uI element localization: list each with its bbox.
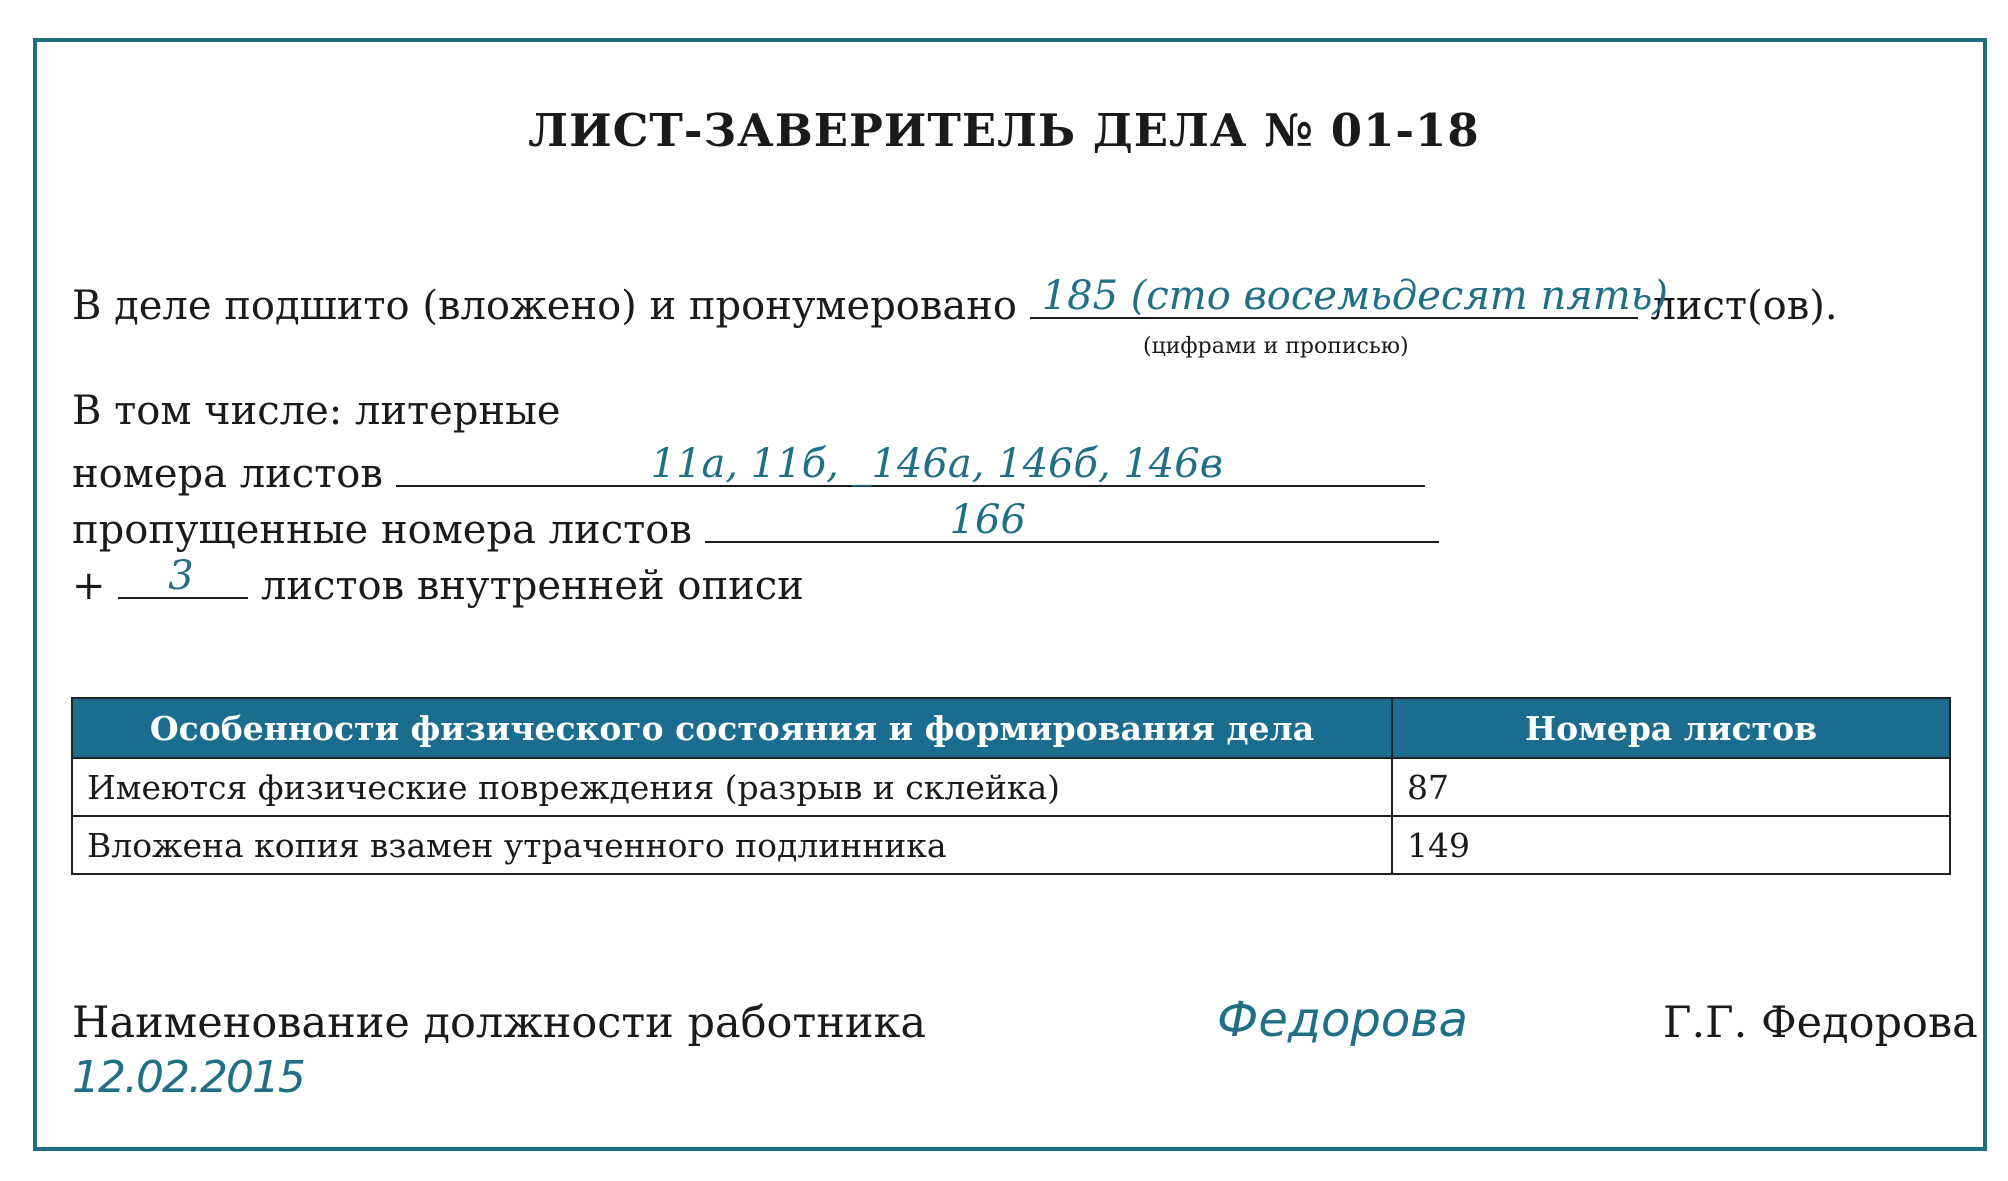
missing-numbers-line bbox=[72, 499, 1439, 553]
table-header-sheet-numbers: Номера листов bbox=[1392, 698, 1950, 758]
condition-table bbox=[71, 697, 1951, 875]
sheets-count-prefix: В деле подшито (вложено) и пронумеровано bbox=[72, 283, 1017, 329]
table-cell-condition: Имеются физические повреждения (разрыв и склейка) bbox=[72, 758, 1392, 816]
table-cell-sheet-numbers: 87 bbox=[1392, 758, 1950, 816]
letter-numbers-line bbox=[72, 443, 1425, 497]
sheets-count-value: 185 (сто восемьдесят пять) bbox=[1041, 273, 1669, 319]
missing-numbers-label: пропущенные номера листов bbox=[72, 507, 692, 553]
handwritten-signature: Федорова bbox=[1217, 992, 1468, 1048]
missing-numbers-field bbox=[705, 499, 1439, 543]
inner-inventory-suffix: листов внутренней описи bbox=[260, 563, 804, 609]
inner-inventory-field bbox=[118, 555, 248, 599]
letter-numbers-value: 11а, 11б, _146а, 146б, 146в bbox=[650, 441, 1223, 487]
sheets-count-suffix: лист(ов). bbox=[1650, 283, 1838, 329]
including-line: В том числе: литерные bbox=[72, 388, 561, 434]
table-cell-condition: Вложена копия взамен утраченного подлинника bbox=[72, 816, 1392, 874]
sheets-count-hint: (цифрами и прописью) bbox=[1143, 334, 1409, 359]
table-header-condition: Особенности физического состояния и формирования дела bbox=[72, 698, 1392, 758]
table-cell-sheet-numbers: 149 bbox=[1392, 816, 1950, 874]
table-header-row bbox=[72, 698, 1950, 758]
sheets-count-field bbox=[1030, 273, 1669, 319]
inner-inventory-line bbox=[72, 555, 804, 609]
sheets-count-line bbox=[72, 275, 1838, 329]
document-title: ЛИСТ-ЗАВЕРИТЕЛЬ ДЕЛА № 01-18 bbox=[528, 104, 1480, 157]
employee-position: Наименование должности работника bbox=[72, 998, 927, 1048]
missing-numbers-value: 166 bbox=[949, 497, 1026, 543]
table-row bbox=[72, 758, 1950, 816]
inner-inventory-value: 3 bbox=[168, 553, 194, 599]
inner-inventory-plus: + bbox=[72, 563, 106, 609]
letter-numbers-label: номера листов bbox=[72, 451, 383, 497]
signature-date: 12.02.2015 bbox=[72, 1052, 304, 1103]
table-row bbox=[72, 816, 1950, 874]
employee-name: Г.Г. Федорова bbox=[1663, 998, 1978, 1048]
letter-numbers-field bbox=[396, 443, 1425, 487]
